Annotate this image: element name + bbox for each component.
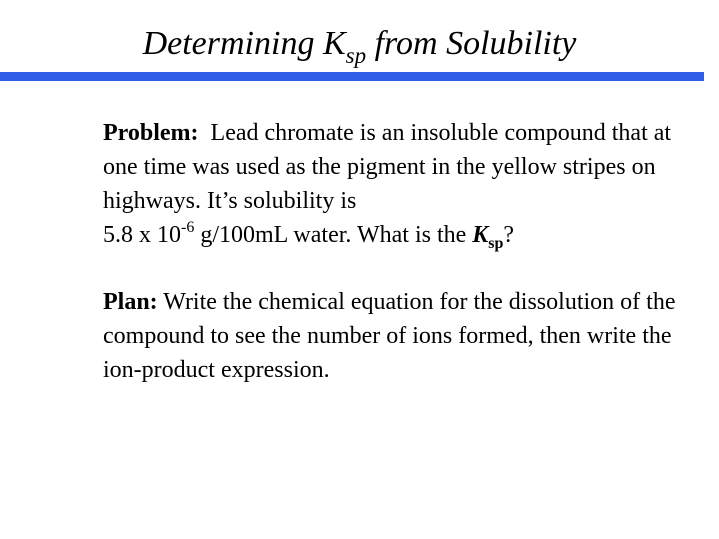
ksp-symbol: K xyxy=(472,222,489,248)
solubility-units: g/100mL water. What is the xyxy=(194,222,473,248)
title-tail: from Solubility xyxy=(366,25,577,62)
title-rule xyxy=(0,72,704,81)
question-mark: ? xyxy=(503,222,515,248)
problem-paragraph xyxy=(103,116,703,252)
solubility-exponent: -6 xyxy=(181,219,195,236)
title-rule-bar xyxy=(0,72,704,81)
plan-paragraph xyxy=(103,285,703,387)
title-lead: Determining K xyxy=(142,25,346,62)
title-subscript: sp xyxy=(345,43,367,68)
slide-body xyxy=(103,116,703,387)
problem-text: Lead chromate is an insoluble compound that at one time was used as the pigment in the yellow stripes on highways. It’s solubility is xyxy=(103,120,672,214)
slide-title xyxy=(0,22,719,66)
problem-label: Problem: xyxy=(103,120,199,146)
ksp-subscript: sp xyxy=(488,235,504,252)
solubility-value: 5.8 x 10 xyxy=(103,222,181,248)
plan-text: Write the chemical equation for the dissolution of the compound to see the number of ions formed, then write the ion-product expression. xyxy=(103,289,676,383)
plan-label: Plan: xyxy=(103,289,158,315)
